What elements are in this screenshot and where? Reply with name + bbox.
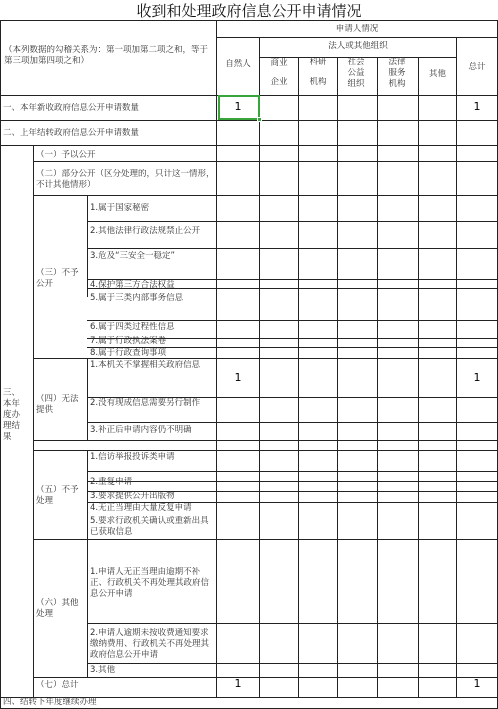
g3-item-7: 7.属于行政执法案卷: [90, 336, 167, 346]
row-carry-forward: 四、结转下年度继续办理: [3, 697, 97, 707]
g5-item-4: 4.无正当理由大量反复申请: [90, 503, 192, 513]
row-carried-over: 二、上年结转政府信息公开申请数量: [3, 128, 140, 138]
header-social: 社会公益组织: [347, 57, 365, 89]
g3-item-1: 1.属于国家秘密: [90, 203, 150, 213]
header-note: （本列数据的勾稽关系为：第一项加第二项之和，等于第三项加第四项之和）: [4, 45, 209, 66]
header-research-1: 科研: [309, 57, 327, 67]
value-g4-1-total[interactable]: 1: [473, 372, 481, 383]
fill-handle[interactable]: [257, 117, 262, 122]
header-total: 总计: [468, 62, 486, 72]
value-g7-natural[interactable]: 1: [234, 678, 242, 689]
row-new-applications: 一、本年新收政府信息公开申请数量: [3, 103, 140, 113]
group-5-label: （五）不予处理: [36, 485, 79, 506]
header-commercial-1: 商业: [270, 58, 288, 68]
g5-item-1: 1.信访举报投诉类申请: [90, 452, 175, 462]
header-natural-person: 自然人: [225, 59, 251, 69]
row-results: 三、本年度办理结果: [3, 388, 21, 442]
value-g7-total[interactable]: 1: [473, 678, 481, 689]
g5-item-3: 3.要求提供公开出版物: [90, 491, 175, 501]
table-title: 收到和处理政府信息公开申请情况: [136, 2, 362, 20]
group-4-label: （四）无法提供: [36, 394, 79, 415]
g3-item-3: 3.危及“三安全一稳定”: [90, 251, 175, 261]
group-6-label: （六）其他处理: [36, 598, 79, 619]
group-2-label: （二）部分公开（区分处理的，只计这一情形，不计其他情形）: [36, 169, 215, 190]
g4-item-3: 3.补正后申请内容仍不明确: [90, 425, 192, 435]
value-r1-natural[interactable]: 1: [234, 101, 242, 112]
g3-item-2: 2.其他法律行政法规禁止公开: [90, 226, 201, 236]
group-1-label: （一）予以公开: [36, 150, 96, 160]
value-g4-1-natural[interactable]: 1: [234, 372, 242, 383]
g5-item-2: 2.重复申请: [90, 477, 133, 487]
g5-item-5: 5.要求行政机关确认或重新出具已获取信息: [90, 516, 209, 537]
group-3-label: （三）不予公开: [36, 268, 79, 289]
g6-item-3: 3.其他: [90, 665, 116, 675]
g6-item-2: 2.申请人逾期未按收费通知要求缴纳费用、行政机关不再处理其政府信息公开申请: [90, 628, 210, 660]
g4-item-2: 2.没有现成信息需要另行制作: [90, 398, 201, 408]
g3-item-5: 5.属于三类内部事务信息: [90, 293, 184, 303]
header-other: 其他: [428, 69, 446, 79]
g4-item-1: 1.本机关不掌握相关政府信息: [90, 360, 201, 370]
g6-item-1: 1.申请人无正当理由逾期不补正、行政机关不再处理其政府信息公开申请: [90, 567, 210, 599]
group-7-label: （七）总计: [36, 680, 79, 690]
header-applicant-info: 申请人情况: [335, 24, 379, 34]
value-r1-total[interactable]: 1: [473, 101, 481, 112]
header-legal-entity: 法人或其他组织: [328, 41, 388, 51]
header-legal-service: 法律服务机构: [388, 57, 406, 89]
g3-item-6: 6.属于四类过程性信息: [90, 322, 175, 332]
g3-item-8: 8.属于行政查询事项: [90, 348, 167, 358]
header-commercial-2: 企业: [270, 77, 288, 87]
active-cell-selection[interactable]: [218, 95, 260, 120]
header-research-2: 机构: [309, 77, 327, 87]
g3-item-4: 4.保护第三方合法权益: [90, 280, 175, 290]
